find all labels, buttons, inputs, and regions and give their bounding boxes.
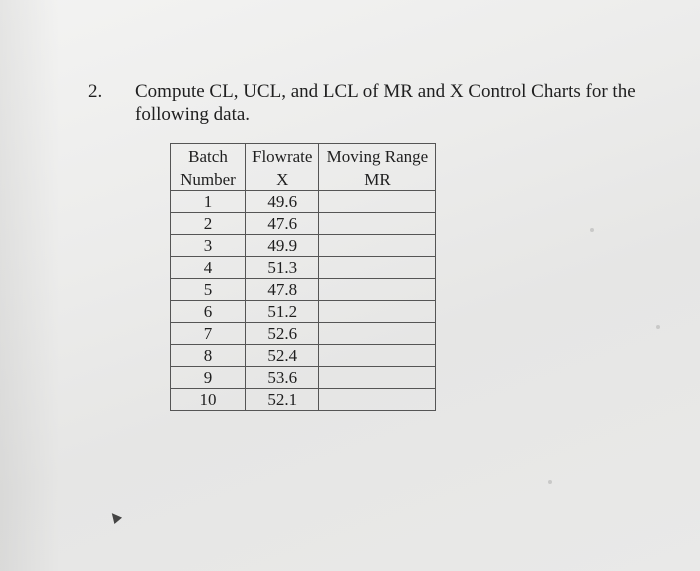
cell-batch-number: 8 bbox=[171, 345, 246, 367]
cell-moving-range bbox=[319, 279, 436, 301]
page-shadow bbox=[0, 0, 60, 571]
cell-moving-range bbox=[319, 257, 436, 279]
cell-flowrate: 49.6 bbox=[246, 191, 319, 213]
data-table bbox=[170, 143, 436, 411]
cell-moving-range bbox=[319, 213, 436, 235]
paper-speck bbox=[590, 228, 594, 232]
table-row bbox=[171, 367, 436, 389]
arrow-cursor-icon bbox=[108, 510, 122, 524]
table-body bbox=[171, 191, 436, 411]
cell-moving-range bbox=[319, 191, 436, 213]
cell-batch-number: 4 bbox=[171, 257, 246, 279]
table-row bbox=[171, 213, 436, 235]
cell-flowrate: 49.9 bbox=[246, 235, 319, 257]
table-header-row-bottom bbox=[171, 167, 436, 191]
cell-batch-number: 1 bbox=[171, 191, 246, 213]
cell-batch-number: 5 bbox=[171, 279, 246, 301]
cell-flowrate: 52.1 bbox=[246, 389, 319, 411]
cell-flowrate: 47.8 bbox=[246, 279, 319, 301]
cell-batch-number: 2 bbox=[171, 213, 246, 235]
table-row bbox=[171, 345, 436, 367]
question-text: Compute CL, UCL, and LCL of MR and X Control Charts for the following data. bbox=[135, 81, 636, 125]
cell-batch-number: 7 bbox=[171, 323, 246, 345]
cell-flowrate: 51.2 bbox=[246, 301, 319, 323]
paper-speck bbox=[656, 325, 660, 329]
cell-batch-number: 6 bbox=[171, 301, 246, 323]
cell-moving-range bbox=[319, 301, 436, 323]
cell-batch-number: 9 bbox=[171, 367, 246, 389]
cell-moving-range bbox=[319, 345, 436, 367]
paper-speck bbox=[548, 480, 552, 484]
table-row bbox=[171, 323, 436, 345]
cell-flowrate: 47.6 bbox=[246, 213, 319, 235]
table-row bbox=[171, 389, 436, 411]
cell-flowrate: 53.6 bbox=[246, 367, 319, 389]
table-row bbox=[171, 191, 436, 213]
cell-flowrate: 51.3 bbox=[246, 257, 319, 279]
header-batch: Batch bbox=[171, 144, 246, 168]
cell-moving-range bbox=[319, 389, 436, 411]
cell-moving-range bbox=[319, 367, 436, 389]
table-header-row-top bbox=[171, 144, 436, 168]
header-moving-range: Moving Range bbox=[319, 144, 436, 168]
question-number: 2. bbox=[88, 81, 103, 102]
cell-moving-range bbox=[319, 323, 436, 345]
cell-batch-number: 10 bbox=[171, 389, 246, 411]
cell-moving-range bbox=[319, 235, 436, 257]
cell-batch-number: 3 bbox=[171, 235, 246, 257]
table-row bbox=[171, 257, 436, 279]
table-row bbox=[171, 279, 436, 301]
cell-flowrate: 52.6 bbox=[246, 323, 319, 345]
header-flowrate: Flowrate bbox=[246, 144, 319, 168]
cell-flowrate: 52.4 bbox=[246, 345, 319, 367]
header-mr: MR bbox=[319, 167, 436, 191]
table-row bbox=[171, 301, 436, 323]
header-x: X bbox=[246, 167, 319, 191]
table-row bbox=[171, 235, 436, 257]
header-number: Number bbox=[171, 167, 246, 191]
